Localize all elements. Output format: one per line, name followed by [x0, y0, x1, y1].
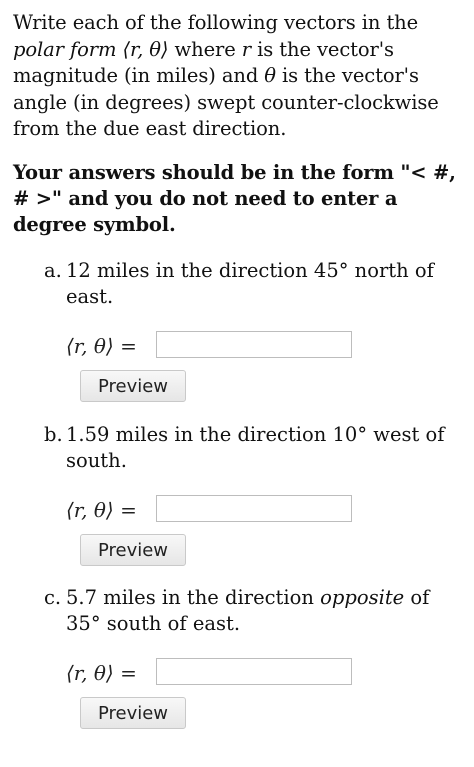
part-text-emphasis: opposite [320, 586, 405, 609]
answer-input-c[interactable] [156, 658, 352, 685]
r-description: is the vector's magnitude (in miles) and [13, 37, 394, 87]
answer-label: ⟨r, θ⟩ = [66, 661, 137, 685]
part-letter: b. [44, 423, 63, 446]
polar-form-math: ⟨r, θ⟩ [122, 37, 169, 61]
question-text [44, 585, 464, 637]
part-text-line1: 1.59 miles in the direction 10° west of [66, 423, 445, 446]
answer-row [66, 658, 366, 688]
answer-input-b[interactable] [156, 495, 352, 522]
part-text-line1: 12 miles in the direction 45° north of [66, 259, 434, 282]
part-letter: a. [44, 259, 62, 282]
answer-label: ⟨r, θ⟩ = [66, 498, 137, 522]
part-text-after: of [404, 586, 430, 609]
preview-button-b[interactable]: Preview [80, 534, 186, 566]
r-symbol: r [241, 37, 252, 61]
answer-row [66, 331, 366, 361]
preview-button-a[interactable]: Preview [80, 370, 186, 402]
answer-input-a[interactable] [156, 331, 352, 358]
part-text-line1: 5.7 miles in the direction [66, 586, 321, 609]
part-text-line2: 35° south of east. [66, 612, 241, 635]
answer-format-note: Your answers should be in the form "< #, # >" and you do not need to enter a degree symbol. [13, 161, 456, 236]
part-text-line2: east. [66, 285, 114, 308]
part-letter: c. [44, 586, 62, 609]
preview-button-c[interactable]: Preview [80, 697, 186, 729]
question-text [44, 258, 464, 310]
answer-row [66, 495, 366, 525]
instructions [13, 10, 465, 143]
part-text-line2: south. [66, 449, 127, 472]
polar-form-label: polar form [13, 37, 117, 61]
theta-description: is the vector's angle (in degrees) swept counter-clockwise from the due east direction. [13, 64, 439, 140]
question-text [44, 422, 464, 474]
answer-label: ⟨r, θ⟩ = [66, 334, 137, 358]
theta-symbol: θ [264, 64, 276, 87]
where-text: where [168, 37, 242, 61]
instructions-line1: Write each of the following vectors in the [13, 11, 419, 34]
